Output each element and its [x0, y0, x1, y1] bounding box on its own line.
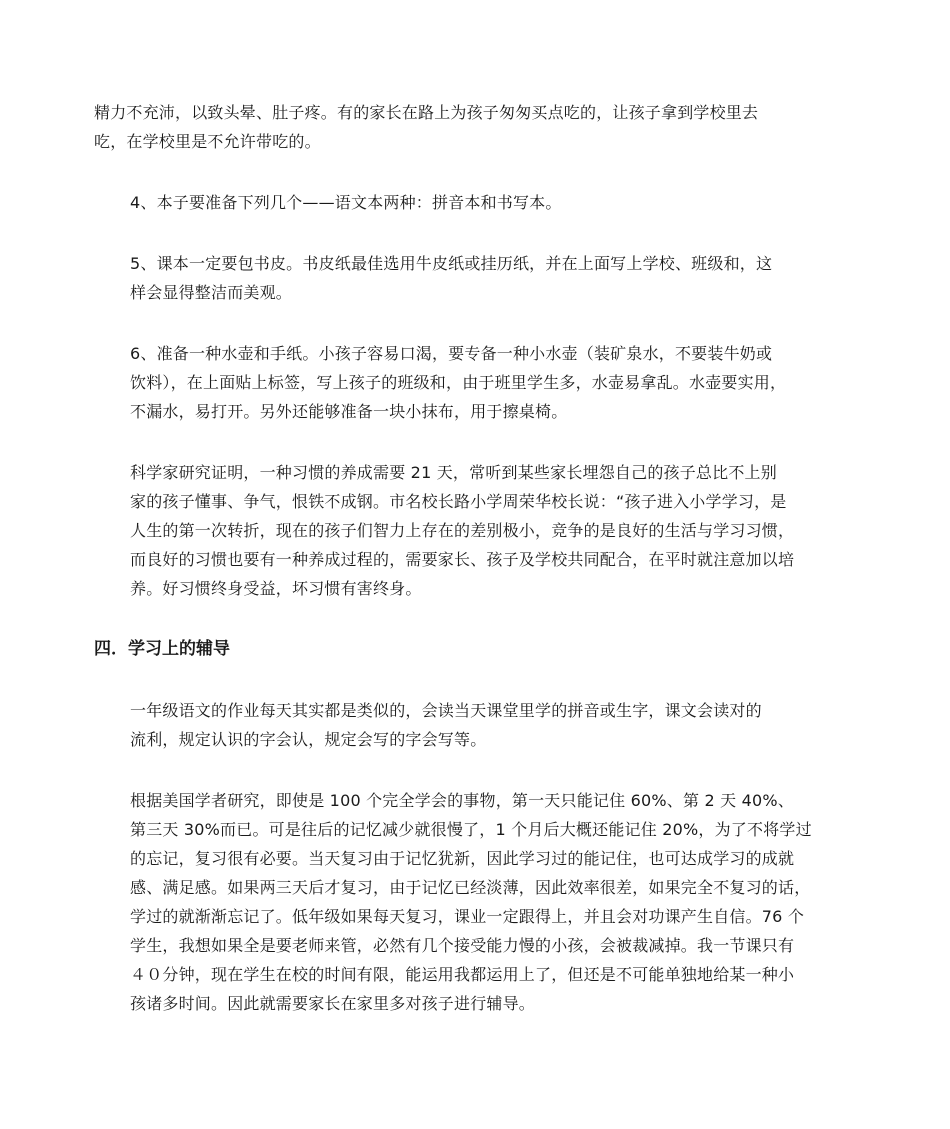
text-line: 根据美国学者研究，即使是 100 个完全学会的事物，第一天只能记住 60%、第 2 天 40%、 — [130, 791, 794, 810]
text-line: 感、满足感。如果两三天后才复习，由于记忆已经淡薄，因此效率很差，如果完全不复习的话， — [130, 878, 811, 897]
text-line: 吃，在学校里是不允许带吃的。 — [94, 132, 321, 151]
text-line: 养。好习惯终身受益，坏习惯有害终身。 — [130, 579, 422, 598]
section-heading: 四．学习上的辅导 — [94, 639, 230, 659]
text-line: 家的孩子懂事、争气，恨铁不成钢。市名校长路小学周荣华校长说：“孩子进入小学学习，是 — [130, 492, 787, 511]
text-line: 样会显得整洁而美观。 — [130, 283, 293, 302]
text-line: 精力不充沛，以致头晕、肚子疼。有的家长在路上为孩子匆匆买点吃的，让孩子拿到学校里去 — [94, 103, 759, 122]
document-page — [94, 98, 856, 1018]
paragraph-item-4 — [94, 188, 856, 217]
text-line: 不漏水，易打开。另外还能够准备一块小抹布，用于擦桌椅。 — [130, 402, 568, 421]
text-line: ４０分钟，现在学生在校的时间有限，能运用我都运用上了，但还是不可能单独地给某一种小 — [130, 965, 795, 984]
paragraph-habit — [94, 458, 856, 603]
text-line: 孩诸多时间。因此就需要家长在家里多对孩子进行辅导。 — [130, 994, 536, 1013]
paragraph-item-6 — [94, 339, 856, 426]
text-line: 一年级语文的作业每天其实都是类似的，会读当天课堂里学的拼音或生字，课文会读对的 — [130, 701, 762, 720]
text-line: 4、本子要准备下列几个——语文本两种：拼音本和书写本。 — [130, 193, 562, 212]
text-line: 6、准备一种水壶和手纸。小孩子容易口渴，要专备一种小水壶（装矿泉水，不要装牛奶或 — [130, 344, 773, 363]
text-line: 的忘记，复习很有必要。当天复习由于记忆犹新，因此学习过的能记住，也可达成学习的成就 — [130, 849, 795, 868]
text-line: 人生的第一次转折，现在的孩子们智力上存在的差别极小，竞争的是良好的生活与学习习惯， — [130, 521, 795, 540]
text-line: 学过的就渐渐忘记了。低年级如果每天复习，课业一定跟得上，并且会对功课产生自信。76 个 — [130, 907, 805, 926]
text-line: 5、课本一定要包书皮。书皮纸最佳选用牛皮纸或挂历纸，并在上面写上学校、班级和，这 — [130, 254, 773, 273]
paragraph-item-5 — [94, 249, 856, 307]
text-line: 科学家研究证明，一种习惯的养成需要 21 天，常听到某些家长埋怨自己的孩子总比不上别 — [130, 463, 777, 482]
text-line: 流利，规定认识的字会认，规定会写的字会写等。 — [130, 730, 487, 749]
paragraph-homework — [94, 696, 856, 754]
paragraph-intro — [94, 98, 856, 156]
paragraph-memory-research — [94, 786, 856, 1018]
text-line: 学生，我想如果全是要老师来管，必然有几个接受能力慢的小孩，会被裁减掉。我一节课只有 — [130, 936, 795, 955]
text-line: 而良好的习惯也要有一种养成过程的，需要家长、孩子及学校共同配合，在平时就注意加以培 — [130, 550, 795, 569]
text-line: 第三天 30%而已。可是往后的记忆减少就很慢了，1 个月后大概还能记住 20%，为了不将学过 — [130, 820, 812, 839]
text-line: 饮料），在上面贴上标签，写上孩子的班级和，由于班里学生多，水壶易拿乱。水壶要实用， — [130, 373, 787, 392]
